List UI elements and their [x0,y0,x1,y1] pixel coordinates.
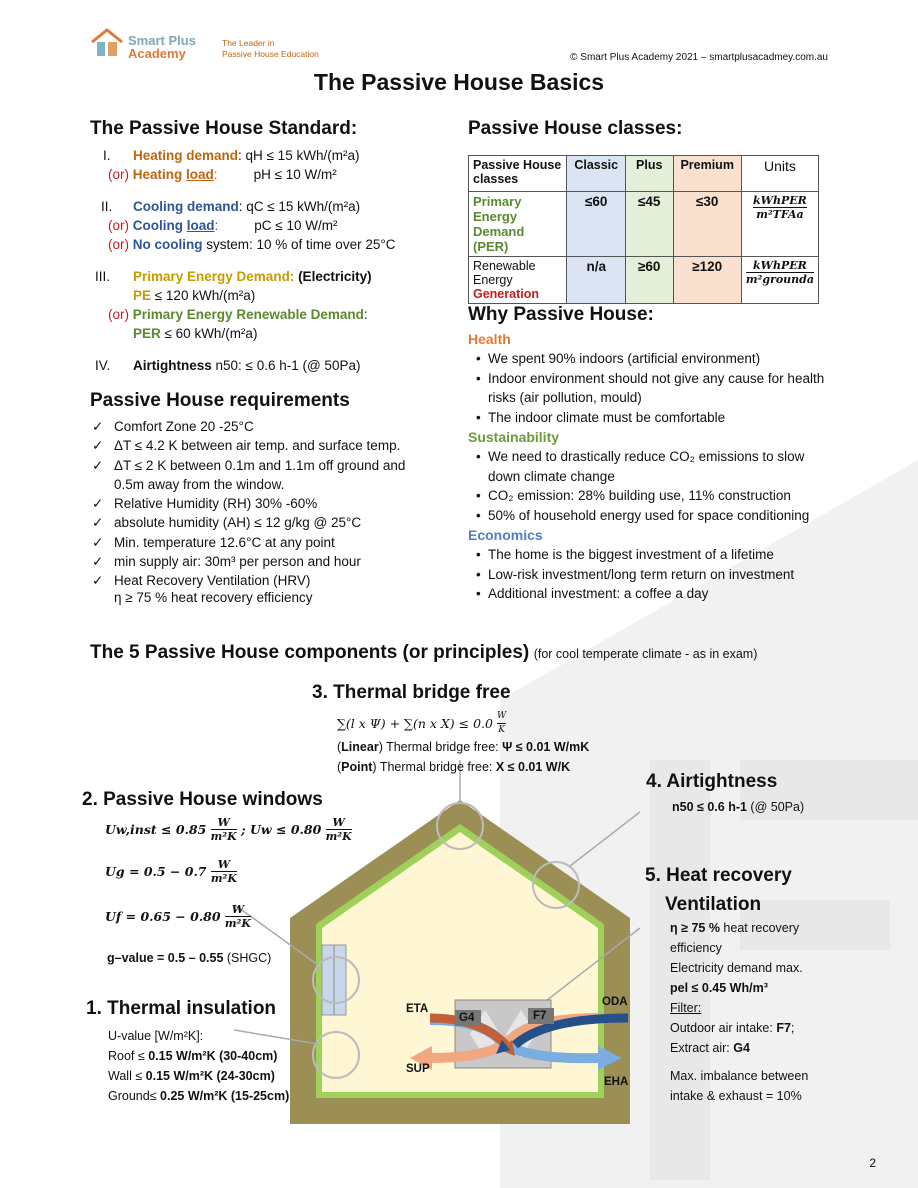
table-cell: ≥60 [625,257,673,304]
list-item: ✓ absolute humidity (AH) ≤ 12 g/kg @ 25°C [92,513,437,532]
table-cell: ≤60 [567,192,625,257]
list-item: • Indoor environment should not give any cause for health risks (air pollution, mould) [468,369,838,408]
copyright: © Smart Plus Academy 2021 – smartplusacadmey.com.au [570,52,828,63]
table-cell: Renewable Energy Generation [469,257,567,304]
table-cell: $\frac{\text{kWhPER}}{\text{m²grounda}}$ [741,257,818,304]
thermal-bridge-title: 3. Thermal bridge free [312,682,511,703]
hrv-efficiency-note: η ≥ 75 % heat recovery efficiency [114,590,313,605]
standard-list: I. Heating demand: qH ≤ 15 kWh/(m²a) (or) Heating load: pH ≤ 10 W/m² II. Cooling demand: qC ≤ 15 kWh/(m²a) (or) Cooling load: pC ≤ 10 W/m² (or) No cooling system: 10 % of time over 25°C III. Primary Energy Demand: (Electricity) PE ≤ 120 kWh/(m²a) (or) Primary Energy Renewable Demand: PER ≤ 60 kWh/(m²a) IV. Airtightness n50: ≤ 0.6 h-1 (@ 50Pa) [95,148,396,373]
list-item: • The home is the biggest investment of a lifetime [468,545,838,565]
eha-label: EHA [604,1076,629,1088]
filter-g4-label: G4 [459,1012,475,1024]
list-item: • The indoor climate must be comfortable [468,408,838,428]
window-uw-formula: Uw,inst ≤ 0.85 $\frac{W}{\text{m²K}}$ ; Uw ≤ 0.80 $\frac{W}{\text{m²K}}$ [105,816,352,843]
list-item: • We spent 90% indoors (artificial environment) [468,349,838,369]
table-cell: ≤45 [625,192,673,257]
table-cell: $\frac{\text{kWhPER}}{\text{m²TFAa}}$ [741,192,818,257]
list-item: • 50% of household energy used for space conditioning [468,506,838,526]
airtightness-title: 4. Airtightness [646,771,778,792]
table-header: Units [741,156,818,192]
window-uf-formula: Uf = 0.65 − 0.80 $\frac{W}{\text{m²K}}$ [105,903,251,930]
thermal-bridge-formula: ∑(l x Ψ) + ∑(n x X) ≤ 0.0 $\frac{W}{K}$ [337,711,507,735]
table-header: Classic [567,156,625,192]
table-header: Passive House classes [469,156,567,192]
window-ug-formula: Ug = 0.5 − 0.7 $\frac{W}{\text{m²K}}$ [105,858,237,885]
tagline2: Passive House Education [222,49,319,59]
table-header: Plus [625,156,673,192]
classes-title: Passive House classes: [468,118,683,139]
brand-line2: Academy [128,46,186,61]
brand-line1: Smart Plus [128,33,196,48]
economics-heading: Economics [468,527,543,543]
list-item: ✓ Min. temperature 12.6°C at any point [92,533,437,552]
list-item: • Low-risk investment/long term return on investment [468,565,838,585]
table-cell: Primary Energy Demand (PER) [469,192,567,257]
insulation-values: U-value [W/m²K]: Roof ≤ 0.15 W/m²K (30-40cm) Wall ≤ 0.15 W/m²K (24-30cm) Ground≤ 0.25 W/m²K (15-25cm) [108,1029,290,1103]
components-title: The 5 Passive House components (or principles) (for cool temperate climate - as in exam) [90,642,758,663]
eta-label: ETA [406,1003,429,1015]
list-item: ✓ Comfort Zone 20 -25°C [92,417,437,436]
page-title: The Passive House Basics [313,69,605,95]
thermal-bridge-linear: (Linear) Thermal bridge free: Ψ ≤ 0.01 W/mK [337,740,590,754]
list-item: ✓ Heat Recovery Ventilation (HRV) [92,571,437,590]
why-title: Why Passive House: [468,304,654,325]
windows-title: 2. Passive House windows [82,789,323,810]
page-number: 2 [869,1156,876,1170]
airtightness-value: n50 ≤ 0.6 h-1 (@ 50Pa) [672,800,805,814]
oda-label: ODA [602,996,628,1008]
sustainability-heading: Sustainability [468,429,560,445]
list-item: ✓ Relative Humidity (RH) 30% -60% [92,494,437,513]
list-item: ✓ ΔT ≤ 4.2 K between air temp. and surface temp. [92,436,437,455]
table-header: Premium [673,156,741,192]
hrv-title: 5. Heat recovery Ventilation [645,865,792,915]
window-g-value: g–value = 0.5 – 0.55 (SHGC) [107,951,272,965]
requirements-title: Passive House requirements [90,390,350,411]
insulation-title: 1. Thermal insulation [86,998,277,1019]
list-item: ✓ min supply air: 30m³ per person and hour [92,552,437,571]
health-heading: Health [468,331,511,347]
list-item: • Additional investment: a coffee a day [468,584,838,604]
filter-f7-label: F7 [533,1010,547,1022]
table-cell: n/a [567,257,625,304]
standard-title: The Passive House Standard: [90,118,358,139]
list-item: • We need to drastically reduce CO₂ emissions to slow down climate change [468,447,838,486]
hrv-details: η ≥ 75 % heat recovery efficiency Electricity demand max. pel ≤ 0.45 Wh/m³ Filter: Outdoor air intake: F7; Extract air: G4 Max. imbalance between intake & exhaust = 10% [670,921,809,1103]
list-item: • CO₂ emission: 28% building use, 11% construction [468,486,838,506]
thermal-bridge-point: (Point) Thermal bridge free: X ≤ 0.01 W/K [337,760,571,774]
sup-label: SUP [406,1063,430,1075]
tagline1: The Leader in [222,38,275,48]
table-cell: ≤30 [673,192,741,257]
table-cell: ≥120 [673,257,741,304]
list-item: ✓ ΔT ≤ 2 K between 0.1m and 1.1m off ground and 0.5m away from the window. [92,456,437,495]
